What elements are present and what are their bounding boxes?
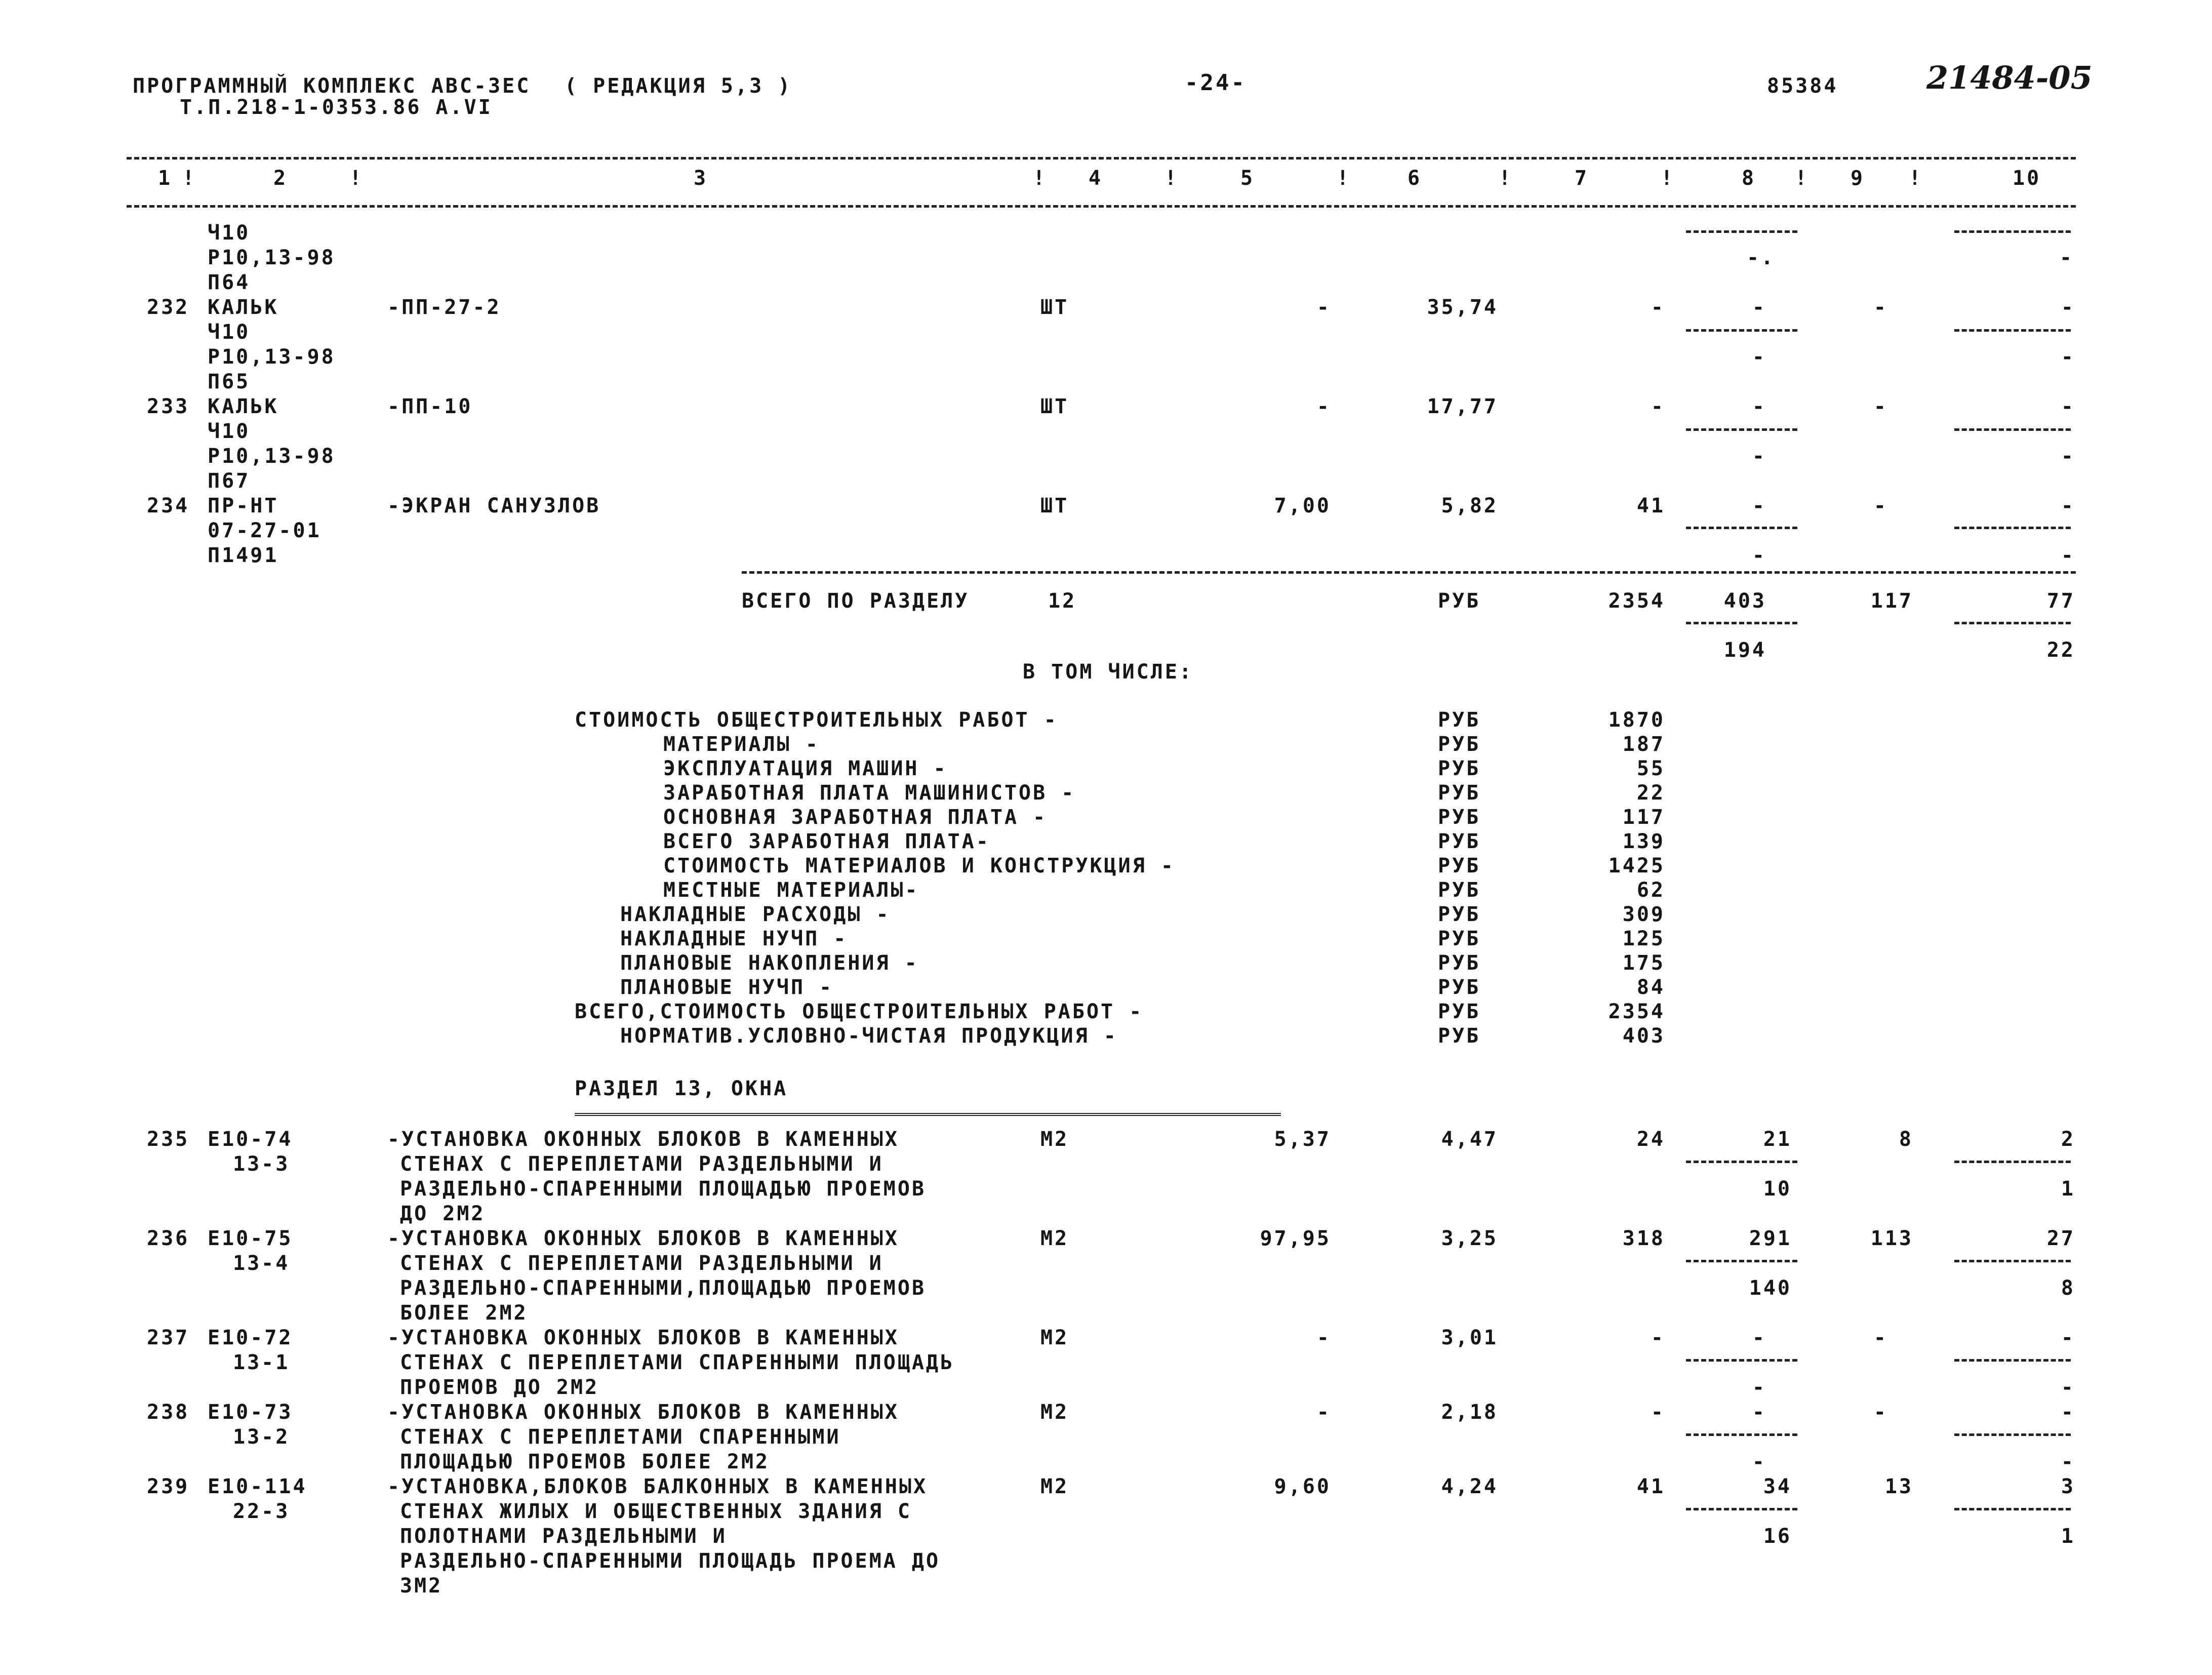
row-description: -УСТАНОВКА ОКОННЫХ БЛОКОВ В КАМЕННЫХ [387,1227,899,1250]
row-unit: ШТ [1040,494,1069,517]
row-description: ПРОЕМОВ ДО 2М2 [400,1376,599,1399]
total-col8: 403 [1723,589,1766,613]
handwritten-stamp: 21484-05 [1926,59,2093,96]
row-code: Е10-74 [208,1128,293,1151]
row-col10: 27 [2046,1227,2075,1250]
col-2: 2 [273,167,288,190]
row-description: РАЗДЕЛЬНО-СПАРЕННЫМИ,ПЛОЩАДЬЮ ПРОЕМОВ [400,1277,927,1300]
row-col9: 8 [1899,1128,1913,1151]
row-code: 22-3 [233,1500,290,1523]
header-bottom-rule [127,205,2076,208]
col-5: 5 [1240,167,1255,190]
total-col7: 2354 [1608,589,1665,613]
row-description: -ПП-27-2 [387,296,501,319]
row-description: -УСТАНОВКА ОКОННЫХ БЛОКОВ В КАМЕННЫХ [387,1401,899,1424]
row-description: -УСТАНОВКА ОКОННЫХ БЛОКОВ В КАМЕННЫХ [387,1128,899,1151]
row-col10b: - [2061,544,2075,567]
row-code: Р10,13-98 [208,445,336,468]
col-10: 10 [2013,167,2041,190]
row-col7: - [1651,1401,1665,1424]
row-col6: 3,01 [1441,1326,1498,1349]
row-description: РАЗДЕЛЬНО-СПАРЕННЫМИ ПЛОЩАДЬЮ ПРОЕМОВ [400,1177,927,1201]
col-3: 3 [694,167,708,190]
row-description: РАЗДЕЛЬНО-СПАРЕННЫМИ ПЛОЩАДЬ ПРОЕМА ДО [400,1549,941,1573]
row-description: СТЕНАХ ЖИЛЫХ И ОБЩЕСТВЕННЫХ ЗДАНИЯ С [400,1500,912,1523]
breakdown-label: ОСНОВНАЯ ЗАРАБОТНАЯ ПЛАТА - [663,806,1048,829]
row-col6: 17,77 [1427,395,1498,418]
breakdown-value: 2354 [1608,1000,1665,1023]
breakdown-value: 55 [1636,757,1665,780]
fraction-rule [1954,1161,2071,1163]
fraction-rule [1954,1433,2071,1436]
row-col8b: - [1752,345,1766,369]
row-description: СТЕНАХ С ПЕРЕПЛЕТАМИ РАЗДЕЛЬНЫМИ И [400,1152,883,1176]
row-col7: 41 [1636,494,1665,517]
row-description: -ЭКРАН САНУЗЛОВ [387,494,601,517]
fraction-rule [1954,329,2071,332]
breakdown-label: ПЛАНОВЫЕ НАКОПЛЕНИЯ - [620,951,919,975]
row-code: Ч10 [208,321,251,344]
row-col8: - [1752,1326,1766,1349]
row-number: 236 [147,1227,190,1250]
row-description: ПЛОЩАДЬЮ ПРОЕМОВ БОЛЕЕ 2М2 [400,1450,770,1473]
breakdown-label: НАКЛАДНЫЕ РАСХОДЫ - [620,903,891,926]
breakdown-value: 117 [1622,806,1665,829]
row-col10: - [2061,1326,2075,1349]
breakdown-value: 1870 [1608,708,1665,732]
breakdown-label: ВСЕГО ЗАРАБОТНАЯ ПЛАТА- [663,830,990,853]
row-col6: 4,47 [1441,1128,1498,1151]
fraction-rule [1954,1260,2071,1262]
row-code: 07-27-01 [208,519,321,542]
row-col10b: - [2061,445,2075,468]
breakdown-value: 309 [1622,903,1665,926]
breakdown-unit: РУБ [1438,976,1481,999]
row-col5: 9,60 [1274,1475,1331,1498]
row-col10b: - [2061,1450,2075,1473]
header-top-rule [127,157,2076,159]
breakdown-value: 403 [1622,1024,1665,1048]
fraction-rule [1954,1508,2071,1510]
row-col6: 5,82 [1441,494,1498,517]
fraction-rule [1686,230,1797,233]
fraction-rule [1954,527,2071,529]
row-code: П1491 [208,544,279,567]
row-col10: - [2061,395,2075,418]
breakdown-unit: РУБ [1438,781,1481,805]
breakdown-value: 139 [1622,830,1665,853]
row-code: Р10,13-98 [208,246,336,269]
fraction-rule [1686,1433,1797,1436]
row-col7: 24 [1636,1128,1665,1151]
row-col8b: - [1752,1376,1766,1399]
breakdown-unit: РУБ [1438,903,1481,926]
row-col10b: - [2061,345,2075,369]
row-col9: - [1873,1326,1888,1349]
row-code: 13-3 [233,1152,290,1176]
breakdown-label: МЕСТНЫЕ МАТЕРИАЛЫ- [663,879,919,902]
row-code: Ч10 [208,221,251,245]
col-1: 1 [158,167,173,190]
col-sep: ! [1661,167,1675,190]
row-code: Р10,13-98 [208,345,336,369]
fraction-rule [1686,428,1797,431]
row-description: ПОЛОТНАМИ РАЗДЕЛЬНЫМИ И [400,1525,727,1548]
breakdown-value: 22 [1636,781,1665,805]
row-col9: 13 [1884,1475,1913,1498]
breakdown-unit: РУБ [1438,927,1481,950]
breakdown-unit: РУБ [1438,757,1481,780]
row-col7: 41 [1636,1475,1665,1498]
breakdown-unit: РУБ [1438,951,1481,975]
row-number: 239 [147,1475,190,1498]
document-code: 85384 [1767,74,1838,98]
col-sep: ! [1164,167,1179,190]
breakdown-label: НАКЛАДНЫЕ НУЧП - [620,927,848,950]
row-col6: 35,74 [1427,296,1498,319]
row-col8b: - [1752,1450,1766,1473]
breakdown-label: МАТЕРИАЛЫ - [663,733,820,756]
row-col8b: -. [1747,246,1776,269]
row-col8b: - [1752,544,1766,567]
col-6: 6 [1407,167,1422,190]
col-sep: ! [1909,167,1923,190]
row-unit: М2 [1040,1326,1069,1349]
total-col10: 77 [2046,589,2075,613]
col-4: 4 [1089,167,1103,190]
fraction-rule [1686,1359,1797,1362]
breakdown-label: ЗАРАБОТНАЯ ПЛАТА МАШИНИСТОВ - [663,781,1076,805]
col-sep: ! [1337,167,1351,190]
row-col5: - [1316,1326,1331,1349]
row-col10b: 1 [2061,1177,2075,1201]
row-col8: 291 [1749,1227,1792,1250]
row-col5: - [1316,395,1331,418]
row-col8: - [1752,296,1766,319]
breakdown-value: 187 [1622,733,1665,756]
col-9: 9 [1851,167,1865,190]
col-8: 8 [1742,167,1756,190]
row-col8: 21 [1763,1128,1792,1151]
fraction-rule [1686,329,1797,332]
row-col10: 2 [2061,1128,2075,1151]
including-label: В ТОМ ЧИСЛЕ: [1023,660,1193,684]
row-col10b: - [2060,246,2074,269]
row-col6: 3,25 [1441,1227,1498,1250]
breakdown-unit: РУБ [1438,1000,1481,1023]
row-col8: 34 [1763,1475,1792,1498]
row-col8b: 16 [1763,1525,1792,1548]
breakdown-unit: РУБ [1438,854,1481,878]
row-description: -ПП-10 [387,395,473,418]
fraction-rule [1686,1508,1797,1510]
total-col8b: 194 [1723,639,1766,662]
row-col5: 97,95 [1260,1227,1331,1250]
row-code: Е10-73 [208,1401,293,1424]
row-code: Ч10 [208,420,251,443]
row-col7: - [1651,1326,1665,1349]
row-unit: ШТ [1040,395,1069,418]
breakdown-value: 175 [1622,951,1665,975]
fraction-rule [1954,1359,2071,1362]
total-col9: 117 [1870,589,1913,613]
row-col9: - [1873,494,1888,517]
breakdown-value: 62 [1636,879,1665,902]
col-sep: ! [1795,167,1809,190]
row-code: ПР-НТ [208,494,279,517]
row-description: СТЕНАХ С ПЕРЕПЛЕТАМИ СПАРЕННЫМИ [400,1425,841,1449]
breakdown-unit: РУБ [1438,830,1481,853]
row-code: П65 [208,370,251,393]
row-number: 237 [147,1326,190,1349]
fraction-rule [1954,622,2071,624]
breakdown-label: НОРМАТИВ.УСЛОВНО-ЧИСТАЯ ПРОДУКЦИЯ - [620,1024,1118,1048]
breakdown-unit: РУБ [1438,806,1481,829]
row-code: Е10-114 [208,1475,307,1498]
section-title: РАЗДЕЛ 13, ОКНА [575,1077,788,1100]
row-col10: - [2061,494,2075,517]
total-label: ВСЕГО ПО РАЗДЕЛУ [742,589,970,613]
breakdown-value: 1425 [1608,854,1665,878]
row-unit: ШТ [1040,296,1069,319]
total-col10b: 22 [2046,639,2075,662]
fraction-rule [1686,622,1797,624]
row-code: Е10-75 [208,1227,293,1250]
row-code: П67 [208,469,251,493]
row-col10: 3 [2061,1475,2075,1498]
row-number: 234 [147,494,190,517]
breakdown-label: СТОИМОСТЬ МАТЕРИАЛОВ И КОНСТРУКЦИЯ - [663,854,1175,878]
row-code: Е10-72 [208,1326,293,1349]
fraction-rule [1686,527,1797,529]
row-col7: 318 [1622,1227,1665,1250]
breakdown-label: СТОИМОСТЬ ОБЩЕСТРОИТЕЛЬНЫХ РАБОТ - [575,708,1058,732]
row-col9: - [1873,296,1888,319]
row-col8: - [1752,1401,1766,1424]
breakdown-label: ЭКСПЛУАТАЦИЯ МАШИН - [663,757,948,780]
row-col10: - [2061,1401,2075,1424]
row-col5: - [1316,1401,1331,1424]
row-description: СТЕНАХ С ПЕРЕПЛЕТАМИ РАЗДЕЛЬНЫМИ И [400,1252,883,1275]
row-description: -УСТАНОВКА ОКОННЫХ БЛОКОВ В КАМЕННЫХ [387,1326,899,1349]
col-sep: ! [349,167,364,190]
row-number: 235 [147,1128,190,1151]
row-col7: - [1651,296,1665,319]
row-col9: 113 [1870,1227,1913,1250]
breakdown-unit: РУБ [1438,708,1481,732]
row-number: 232 [147,296,190,319]
row-code: 13-2 [233,1425,290,1449]
fraction-rule [1686,1260,1797,1262]
row-col5: - [1316,296,1331,319]
row-col5: 7,00 [1274,494,1331,517]
col-sep: ! [1499,167,1513,190]
row-col10b: 1 [2061,1525,2075,1548]
breakdown-label: ВСЕГО,СТОИМОСТЬ ОБЩЕСТРОИТЕЛЬНЫХ РАБОТ - [575,1000,1144,1023]
breakdown-label: ПЛАНОВЫЕ НУЧП - [620,976,834,999]
row-col10b: 8 [2061,1277,2075,1300]
row-number: 238 [147,1401,190,1424]
page-number: -24- [1185,70,1246,96]
section-underline [575,1113,1281,1116]
row-col9: - [1873,1401,1888,1424]
row-description: СТЕНАХ С ПЕРЕПЛЕТАМИ СПАРЕННЫМИ ПЛОЩАДЬ [400,1351,955,1374]
col-7: 7 [1575,167,1589,190]
row-unit: М2 [1040,1227,1069,1250]
row-unit: М2 [1040,1401,1069,1424]
row-description: 3М2 [400,1574,443,1598]
fraction-rule [1954,230,2071,233]
row-col8: - [1752,395,1766,418]
row-code: П64 [208,271,251,294]
row-unit: М2 [1040,1475,1069,1498]
row-col8b: 140 [1749,1277,1792,1300]
row-description: ДО 2М2 [400,1202,486,1225]
row-description: -УСТАНОВКА,БЛОКОВ БАЛКОННЫХ В КАМЕННЫХ [387,1475,928,1498]
row-code: 13-4 [233,1252,290,1275]
edition: ( РЕДАКЦИЯ 5,3 ) [565,74,792,98]
row-col6: 4,24 [1441,1475,1498,1498]
row-col10b: - [2061,1376,2075,1399]
row-unit: М2 [1040,1128,1069,1151]
breakdown-unit: РУБ [1438,879,1481,902]
breakdown-value: 125 [1622,927,1665,950]
total-unit: РУБ [1438,589,1481,613]
fraction-rule [1686,1161,1797,1163]
row-col6: 2,18 [1441,1401,1498,1424]
breakdown-value: 84 [1636,976,1665,999]
col-sep: ! [182,167,197,190]
row-col8b: - [1752,445,1766,468]
breakdown-unit: РУБ [1438,733,1481,756]
fraction-rule [1954,428,2071,431]
total-col4: 12 [1048,589,1077,613]
row-number: 233 [147,395,190,418]
row-col9: - [1873,395,1888,418]
program-name: ПРОГРАММНЫЙ КОМПЛЕКС АВС-3ЕС [133,74,531,98]
total-rule [742,571,2076,574]
row-code: 13-1 [233,1351,290,1374]
row-col5: 5,37 [1274,1128,1331,1151]
row-code: КАЛЬК [208,296,279,319]
row-description: БОЛЕЕ 2М2 [400,1301,528,1325]
row-col7: - [1651,395,1665,418]
row-col8: - [1752,494,1766,517]
row-code: КАЛЬК [208,395,279,418]
row-col10: - [2061,296,2075,319]
col-sep: ! [1033,167,1048,190]
breakdown-unit: РУБ [1438,1024,1481,1048]
project-code: Т.П.218-1-0353.86 А.VI [180,96,493,119]
row-col8b: 10 [1763,1177,1792,1201]
